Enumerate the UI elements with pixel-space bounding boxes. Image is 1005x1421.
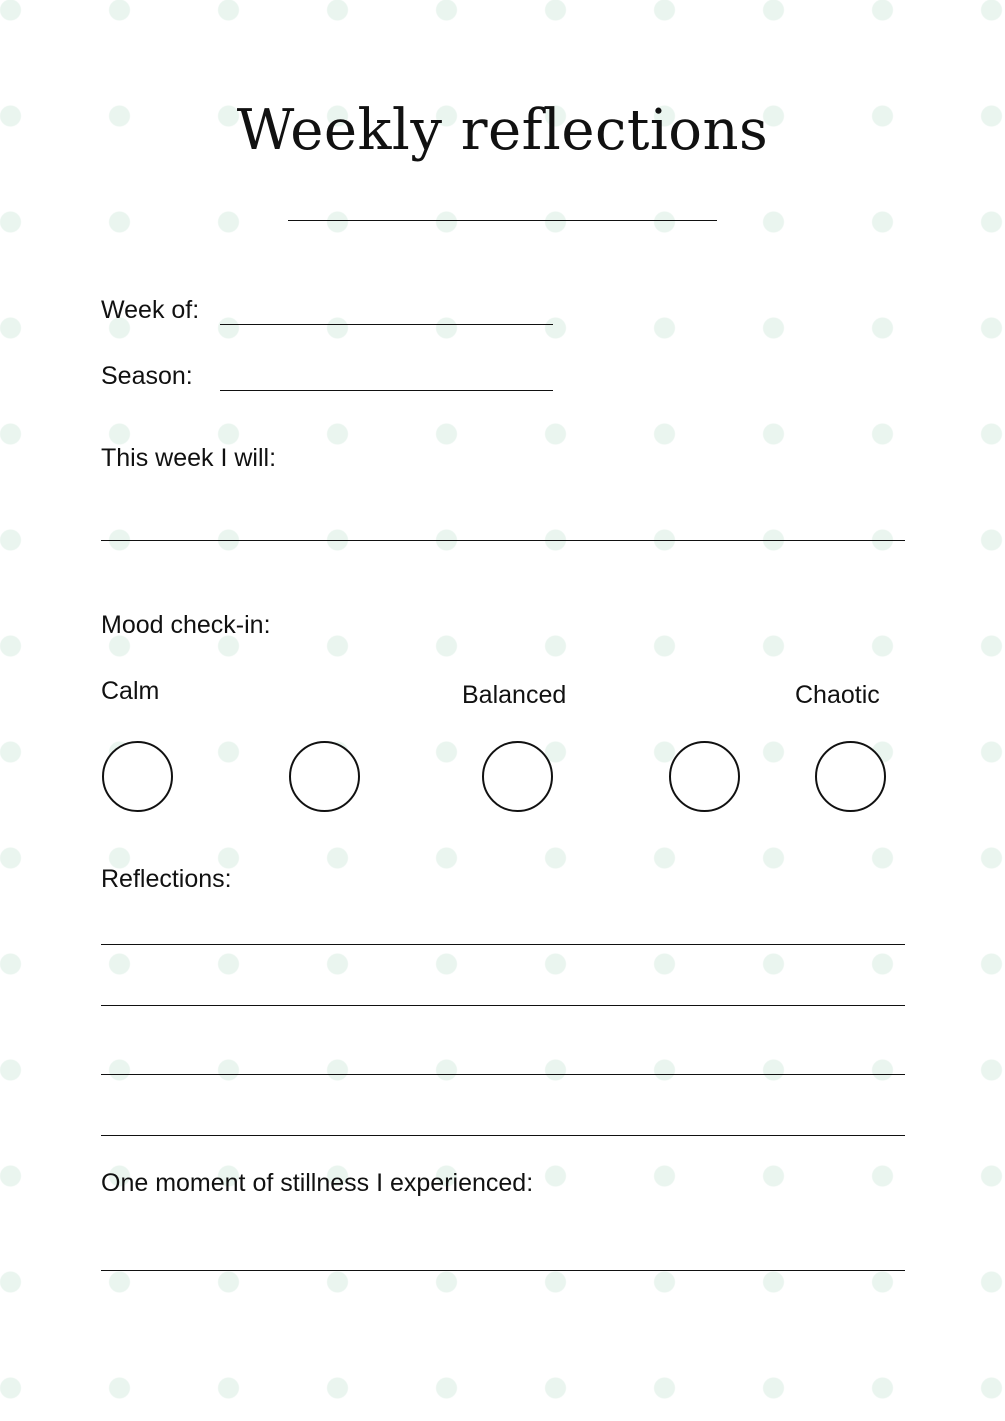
this-week-field[interactable]: [101, 540, 905, 541]
mood-option-1[interactable]: [102, 741, 173, 812]
mood-chaotic-label: Chaotic: [795, 681, 880, 709]
reflections-line-1[interactable]: [101, 944, 905, 945]
this-week-label: This week I will:: [101, 444, 277, 472]
stillness-label: One moment of stillness I experienced:: [101, 1169, 534, 1197]
mood-calm-label: Calm: [101, 677, 160, 705]
mood-option-4[interactable]: [669, 741, 740, 812]
page-title: Weekly reflections: [236, 98, 769, 163]
reflections-line-3[interactable]: [101, 1074, 905, 1075]
reflections-line-4[interactable]: [101, 1135, 905, 1136]
reflections-label: Reflections:: [101, 865, 232, 893]
week-of-field[interactable]: [220, 324, 553, 325]
season-field[interactable]: [220, 390, 553, 391]
stillness-field[interactable]: [101, 1270, 905, 1271]
mood-check-in-label: Mood check-in:: [101, 611, 271, 639]
mood-balanced-label: Balanced: [462, 681, 567, 709]
mood-option-3[interactable]: [482, 741, 553, 812]
reflections-line-2[interactable]: [101, 1005, 905, 1006]
season-label: Season:: [101, 362, 193, 390]
mood-option-5[interactable]: [815, 741, 886, 812]
mood-option-2[interactable]: [289, 741, 360, 812]
title-underline: [288, 220, 717, 221]
week-of-label: Week of:: [101, 296, 200, 324]
